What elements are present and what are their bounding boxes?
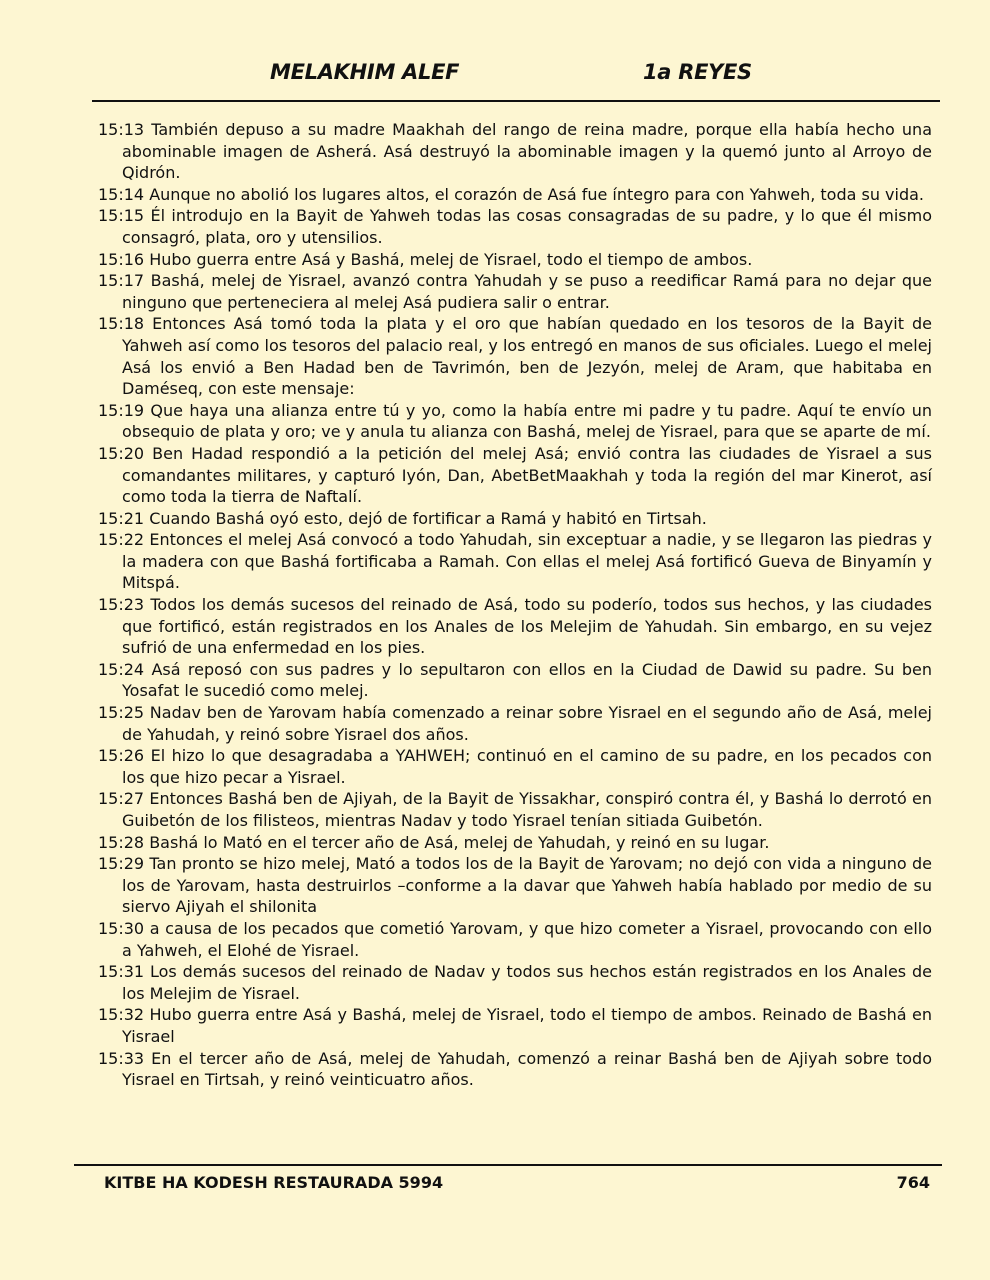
verse-15-29: 15:29 Tan pronto se hizo melej, Mató a todos los de la Bayit de Yarovam; no dejó con vida a ninguno de los de Yarovam, hasta destruirlos –conforme a la davar que Yahweh había hablado por medio de su siervo Ajiyah el shilonita	[98, 854, 932, 917]
header-title-hebrew: MELAKHIM ALEF	[270, 60, 460, 84]
verse-15-31: 15:31 Los demás sucesos del reinado de Nadav y todos sus hechos están registrados en los Anales de los Melejim de Yisrael.	[98, 962, 932, 1003]
page-footer	[74, 1164, 942, 1196]
verse-15-21: 15:21 Cuando Bashá oyó esto, dejó de fortificar a Ramá y habitó en Tirtsah.	[98, 508, 707, 528]
verse-15-30: 15:30 a causa de los pecados que cometió Yarovam, y que hizo cometer a Yisrael, provocando con ello a Yahweh, el Elohé de Yisrael.	[98, 918, 932, 960]
verse-15-20: 15:20 Ben Hadad respondió a la petición del melej Asá; envió contra las ciudades de Yisrael a sus comandantes militares, y capturó Iyón, Dan, AbetBetMaakhah y toda la región del mar Kinerot, así como toda la tierra de Naftalí.	[98, 443, 932, 507]
verse-15-19: 15:19 Que haya una alianza entre tú y yo, como la había entre mi padre y tu padre. Aquí te envío un obsequio de plata y oro; ve y anula tu alianza con Bashá, melej de Yisrael, para que se aparte de mí.	[98, 400, 932, 442]
verse-15-13: 15:13 También depuso a su madre Maakhah del rango de reina madre, porque ella había hecho una abominable imagen de Asherá. Asá destruyó la abominable imagen y la quemó junto al Arroyo de Qidrón.	[98, 120, 932, 183]
verse-15-15: 15:15 Él introdujo en la Bayit de Yahweh todas las cosas consagradas de su padre, y lo que él mismo consagró, plata, oro y utensilios.	[98, 206, 932, 247]
verse-15-22: 15:22 Entonces el melej Asá convocó a todo Yahudah, sin exceptuar a nadie, y se llegaron las piedras y la madera con que Bashá fortificaba a Ramah. Con ellas el melej Asá fortificó Gueva de Binyamín y Mitspá.	[98, 530, 932, 593]
verse-15-18: 15:18 Entonces Asá tomó toda la plata y el oro que habían quedado en los tesoros de la Bayit de Yahweh así como los tesoros del palacio real, y los entregó en manos de sus oficiales. Luego el melej Asá los envió a Ben Hadad ben de Tavrimón, ben de Jezyón, melej de Aram, que habitaba en Daméseq, con este mensaje:	[98, 314, 932, 399]
verse-15-23: 15:23 Todos los demás sucesos del reinado de Asá, todo su poderío, todos sus hechos, y las ciudades que fortificó, están registrados en los Anales de los Melejim de Yahudah. Sin embargo, en su vejez sufrió de una enfermedad en los pies.	[98, 595, 932, 658]
verse-15-33: 15:33 En el tercer año de Asá, melej de Yahudah, comenzó a reinar Bashá ben de Ajiyah sobre todo Yisrael en Tirtsah, y reinó veinticuatro años.	[98, 1048, 932, 1090]
verse-list	[98, 119, 932, 1091]
verse-15-17: 15:17 Bashá, melej de Yisrael, avanzó contra Yahudah y se puso a reedificar Ramá para no dejar que ninguno que perteneciera al melej Asá pudiera salir o entrar.	[98, 271, 932, 312]
verse-15-28: 15:28 Bashá lo Mató en el tercer año de Asá, melej de Yahudah, y reinó en su lugar.	[98, 832, 770, 852]
header-title-spanish: 1a REYES	[643, 60, 752, 84]
verse-15-26: 15:26 El hizo lo que desagradaba a YAHWEH; continuó en el camino de su padre, en los pecados con los que hizo pecar a Yisrael.	[98, 746, 932, 787]
verse-15-16: 15:16 Hubo guerra entre Asá y Bashá, melej de Yisrael, todo el tiempo de ambos.	[98, 249, 753, 269]
verse-15-14: 15:14 Aunque no abolió los lugares altos, el corazón de Asá fue íntegro para con Yahweh, toda su vida.	[98, 184, 925, 204]
page-header	[92, 56, 940, 102]
page-number: 764	[896, 1173, 930, 1192]
verse-15-27: 15:27 Entonces Bashá ben de Ajiyah, de la Bayit de Yissakhar, conspiró contra él, y Bashá lo derrotó en Guibetón de los filisteos, mientras Nadav y todo Yisrael tenían sitiada Guibetón.	[98, 789, 932, 830]
footer-book-title: KITBE HA KODESH RESTAURADA 5994	[104, 1173, 444, 1192]
verse-15-24: 15:24 Asá reposó con sus padres y lo sepultaron con ellos en la Ciudad de Dawid su padre. Su ben Yosafat le sucedió como melej.	[98, 659, 932, 701]
verse-15-25: 15:25 Nadav ben de Yarovam había comenzado a reinar sobre Yisrael en el segundo año de Asá, melej de Yahudah, y reinó sobre Yisrael dos años.	[98, 703, 932, 744]
verse-15-32: 15:32 Hubo guerra entre Asá y Bashá, melej de Yisrael, todo el tiempo de ambos. Reinado de Bashá en Yisrael	[98, 1005, 932, 1046]
